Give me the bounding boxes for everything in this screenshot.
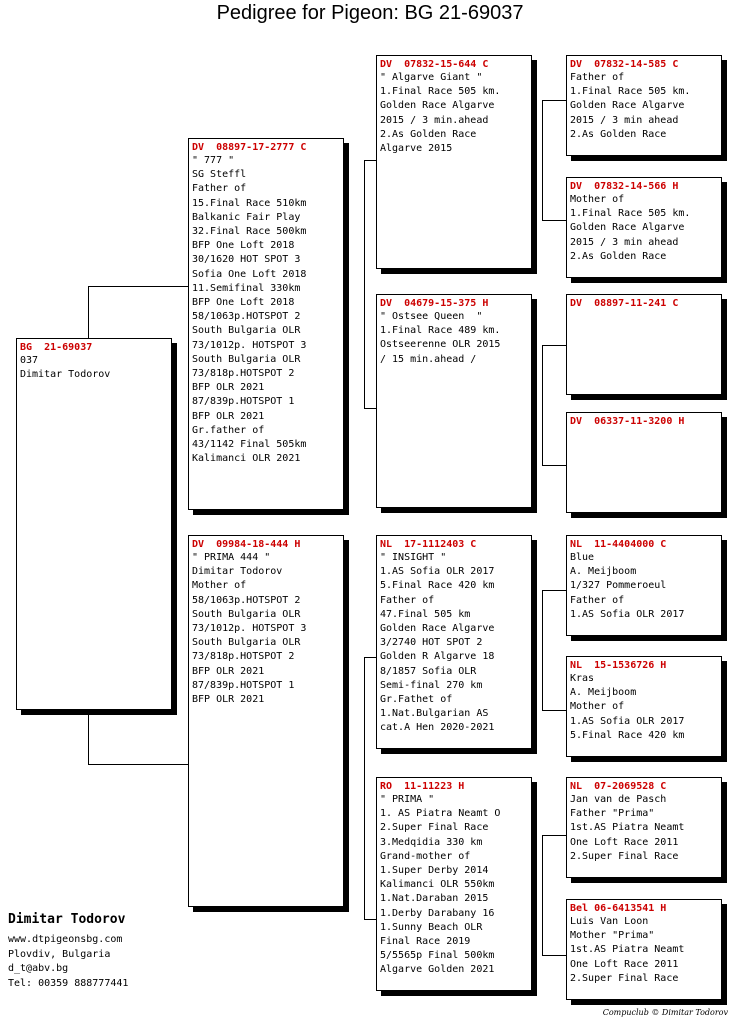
info-line: 1.Final Race 505 km. <box>570 86 691 98</box>
pigeon-info <box>570 193 718 264</box>
connector <box>542 100 568 101</box>
ring-number: DV 04679-15-375 H <box>380 298 489 309</box>
info-line: South Bulgaria OLR <box>192 353 301 365</box>
info-line: " Algarve Giant " <box>380 72 483 83</box>
connector <box>542 835 568 836</box>
connector <box>542 465 568 466</box>
pigeon-card-grandmother-paternal[interactable] <box>376 294 532 508</box>
info-line: Golden Race Algarve <box>380 100 495 112</box>
info-line: Golden Race Algarve <box>570 222 685 234</box>
info-line: 8/1857 Sofia OLR <box>380 665 477 677</box>
info-line: 1.Nat.Daraban 2015 <box>380 893 489 905</box>
info-line: 73/818p.HOTSPOT 2 <box>192 368 295 380</box>
info-line: Final Race 2019 <box>380 936 471 948</box>
pigeon-card-grandmother-maternal[interactable] <box>376 777 532 991</box>
info-line: 5.Final Race 420 km <box>570 729 685 741</box>
info-line: Kalimanci OLR 550km <box>380 879 495 891</box>
pigeon-card-grandfather-maternal[interactable] <box>376 535 532 749</box>
info-line: 73/1012p. HOTSPOT 3 <box>192 339 307 351</box>
pigeon-card-subject[interactable] <box>16 338 172 710</box>
connector <box>542 345 543 465</box>
breeder-email[interactable]: d_t@abv.bg <box>8 963 69 974</box>
info-line: 1/327 Pommeroeul <box>570 580 667 592</box>
info-line: Father "Prima" <box>570 808 655 820</box>
info-line: South Bulgaria OLR <box>192 325 301 337</box>
ring-number: DV 07832-14-566 H <box>570 181 679 192</box>
info-line: 1. AS Piatra Neamt O <box>380 808 501 820</box>
info-line: 2015 / 3 min ahead <box>570 236 679 248</box>
info-line: cat.A Hen 2020-2021 <box>380 722 495 734</box>
info-line: 2.Super Final Race <box>570 850 679 862</box>
ring-number: NL 11-4404000 C <box>570 539 667 550</box>
pigeon-info <box>380 551 528 736</box>
info-line: One Loft Race 2011 <box>570 958 679 970</box>
pigeon-card-ggf-3[interactable] <box>566 535 722 636</box>
pigeon-info <box>570 915 718 986</box>
info-line: 5.Final Race 420 km <box>380 580 495 592</box>
connector <box>88 764 188 765</box>
info-line: Dimitar Todorov <box>192 566 283 578</box>
info-line: BFP OLR 2021 <box>192 694 265 706</box>
pigeon-info <box>20 354 168 382</box>
info-line: 47.Final 505 km <box>380 608 471 620</box>
ring-number: NL 17-1112403 C <box>380 539 477 550</box>
pigeon-info <box>570 672 718 743</box>
ring-number: DV 07832-15-644 C <box>380 59 489 70</box>
info-line: " PRIMA " <box>380 794 435 805</box>
info-line: 1.Nat.Bulgarian AS <box>380 708 489 720</box>
ring-number: NL 15-1536726 H <box>570 660 667 671</box>
info-line: Semi-final 270 km <box>380 679 483 691</box>
info-line: Father of <box>570 594 625 606</box>
info-line: 1.Final Race 489 km. <box>380 325 501 337</box>
info-line: 2.As Golden Race <box>380 128 477 140</box>
breeder-website[interactable]: www.dtpigeonsbg.com <box>8 934 123 945</box>
info-line: Sofia One Loft 2018 <box>192 268 307 280</box>
info-line: 73/818p.HOTSPOT 2 <box>192 651 295 663</box>
pigeon-info <box>380 71 528 156</box>
info-line: SG Steffl <box>192 169 247 181</box>
connector <box>364 657 365 919</box>
connector <box>542 955 568 956</box>
info-line: 58/1063p.HOTSPOT 2 <box>192 594 301 606</box>
info-line: 3.Medqidia 330 km <box>380 836 483 848</box>
info-line: / 15 min.ahead / <box>380 353 477 365</box>
info-line: South Bulgaria OLR <box>192 637 301 649</box>
info-line: Blue <box>570 552 595 563</box>
info-line: 87/839p.HOTSPOT 1 <box>192 396 295 408</box>
ring-number: DV 06337-11-3200 H <box>570 416 685 427</box>
pigeon-info <box>380 793 528 978</box>
connector <box>88 286 188 287</box>
info-line: Luis Van Loon <box>570 916 649 927</box>
breeder-city: Plovdiv, Bulgaria <box>8 948 111 960</box>
info-line: 15.Final Race 510km <box>192 197 307 209</box>
ring-number: DV 07832-14-585 C <box>570 59 679 70</box>
info-line: Golden Race Algarve <box>570 100 685 112</box>
ring-number: RO 11-11223 H <box>380 781 465 792</box>
info-line: BFP One Loft 2018 <box>192 297 295 309</box>
pigeon-card-ggf-4[interactable] <box>566 777 722 878</box>
pigeon-card-ggm-2[interactable] <box>566 412 722 513</box>
info-line: Gr.Fathet of <box>380 694 453 706</box>
info-line: 73/1012p. HOTSPOT 3 <box>192 623 307 635</box>
info-line: 87/839p.HOTSPOT 1 <box>192 679 295 691</box>
ring-number: DV 08897-11-241 C <box>570 298 679 309</box>
info-line: 43/1142 Final 505km <box>192 439 307 451</box>
breeder-phone: Tel: 00359 888777441 <box>8 977 129 989</box>
info-line: Kras <box>570 673 595 684</box>
info-line: BFP OLR 2021 <box>192 382 265 394</box>
connector <box>542 590 543 710</box>
info-line: 1.Final Race 505 km. <box>380 86 501 98</box>
info-line: 3/2740 HOT SPOT 2 <box>380 637 483 649</box>
info-line: South Bulgaria OLR <box>192 608 301 620</box>
info-line: One Loft Race 2011 <box>570 836 679 848</box>
pigeon-info <box>192 154 340 466</box>
info-line: Jan van de Pasch <box>570 794 667 805</box>
info-line: Mother "Prima" <box>570 930 655 942</box>
info-line: Grand-mother of <box>380 850 471 862</box>
connector <box>542 590 568 591</box>
info-line: Father of <box>380 594 435 606</box>
info-line: 32.Final Race 500km <box>192 226 307 238</box>
info-line: " PRIMA 444 " <box>192 552 271 563</box>
info-line: 5/5565p Final 500km <box>380 950 495 962</box>
ring-number: DV 08897-17-2777 C <box>192 142 307 153</box>
info-line: " 777 " <box>192 155 235 166</box>
connector <box>542 835 543 955</box>
pigeon-info <box>570 793 718 864</box>
pigeon-card-grandfather-paternal[interactable] <box>376 55 532 269</box>
info-line: 11.Semifinal 330km <box>192 282 301 294</box>
info-line: 1.AS Sofia OLR 2017 <box>570 715 685 727</box>
info-line: 1.AS Sofia OLR 2017 <box>380 566 495 578</box>
pigeon-card-mother[interactable] <box>188 535 344 907</box>
ring-number: DV 09984-18-444 H <box>192 539 301 550</box>
pigeon-card-ggf-1[interactable] <box>566 55 722 156</box>
ring-number: Bel 06-6413541 H <box>570 903 667 914</box>
info-line: 2.Super Final Race <box>570 972 679 984</box>
info-line: A. Meijboom <box>570 687 637 699</box>
pigeon-info <box>570 71 718 142</box>
info-line: A. Meijboom <box>570 566 637 578</box>
info-line: 1.Sunny Beach OLR <box>380 921 483 933</box>
info-line: Algarve Golden 2021 <box>380 964 495 976</box>
connector <box>542 345 568 346</box>
info-line: 037 <box>20 355 39 366</box>
info-line: 2.As Golden Race <box>570 250 667 262</box>
pigeon-card-ggm-3[interactable] <box>566 656 722 757</box>
info-line: Mother of <box>570 701 625 713</box>
info-line: Golden R Algarve 18 <box>380 651 495 663</box>
connector <box>364 160 365 408</box>
pigeon-card-ggf-2[interactable] <box>566 294 722 395</box>
connector <box>542 710 568 711</box>
page-title: Pedigree for Pigeon: BG 21-69037 <box>216 2 524 24</box>
info-line: " INSIGHT " <box>380 552 447 563</box>
ring-number: BG 21-69037 <box>20 342 93 353</box>
info-line: " Ostsee Queen " <box>380 311 483 322</box>
info-line: 30/1620 HOT SPOT 3 <box>192 254 301 266</box>
info-line: Kalimanci OLR 2021 <box>192 453 301 465</box>
pigeon-info <box>570 551 718 622</box>
info-line: BFP OLR 2021 <box>192 665 265 677</box>
pigeon-info <box>380 310 528 367</box>
info-line: Mother of <box>570 194 625 205</box>
info-line: 1.Final Race 505 km. <box>570 208 691 220</box>
info-line: 1.Super Derby 2014 <box>380 865 489 877</box>
breeder-info <box>8 912 128 991</box>
info-line: 2015 / 3 min.ahead <box>380 114 489 126</box>
info-line: Gr.father of <box>192 424 265 436</box>
info-line: BFP One Loft 2018 <box>192 240 295 252</box>
info-line: 1.AS Sofia OLR 2017 <box>570 608 685 620</box>
info-line: Algarve 2015 <box>380 143 453 155</box>
pigeon-card-father[interactable] <box>188 138 344 510</box>
pigeon-card-ggm-4[interactable] <box>566 899 722 1000</box>
info-line: Mother of <box>192 580 247 592</box>
info-line: 1st.AS Piatra Neamt <box>570 944 685 956</box>
connector <box>542 220 568 221</box>
pigeon-card-ggm-1[interactable] <box>566 177 722 278</box>
info-line: 1st.AS Piatra Neamt <box>570 822 685 834</box>
info-line: Golden Race Algarve <box>380 623 495 635</box>
info-line: BFP OLR 2021 <box>192 410 265 422</box>
breeder-name: Dimitar Todorov <box>8 912 126 927</box>
info-line: 1.Derby Darabany 16 <box>380 907 495 919</box>
info-line: Father of <box>570 72 625 83</box>
pigeon-info <box>192 551 340 707</box>
connector <box>542 100 543 220</box>
info-line: 2.As Golden Race <box>570 128 667 140</box>
info-line: Dimitar Todorov <box>20 369 111 381</box>
info-line: Father of <box>192 183 247 195</box>
info-line: 2.Super Final Race <box>380 822 489 834</box>
ring-number: NL 07-2069528 C <box>570 781 667 792</box>
info-line: Ostseerenne OLR 2015 <box>380 339 501 351</box>
info-line: Balkanic Fair Play <box>192 211 301 223</box>
footer-credit: Compuclub © Dimitar Todorov <box>602 1008 728 1017</box>
info-line: 2015 / 3 min ahead <box>570 114 679 126</box>
info-line: 58/1063p.HOTSPOT 2 <box>192 311 301 323</box>
